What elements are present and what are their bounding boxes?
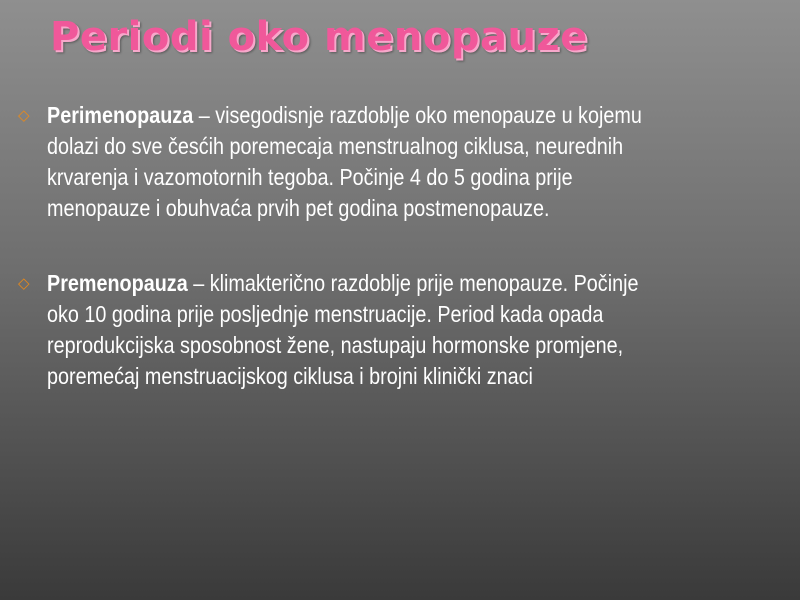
diamond-bullet-icon: ◇ <box>18 106 30 124</box>
diamond-bullet-icon: ◇ <box>18 274 30 292</box>
slide-content <box>18 100 778 392</box>
bullet-text <box>47 100 676 224</box>
bullet-text <box>47 268 676 392</box>
bullet-description: – klimakterično razdoblje prije menopauze. Počinje oko 10 godina prije posljednje menstruacije. Period kada opada reprodukcijska sposobnost žene, nastupaju hormonske promjene, poremećaj menstruacijskog ciklusa i brojni klinički znaci <box>47 270 639 389</box>
bullet-term: Perimenopauza <box>47 102 194 128</box>
slide-title: Periodi oko menopauze <box>50 14 588 60</box>
bullet-item-premenopauza <box>18 268 778 392</box>
bullet-description: – visegodisnje razdoblje oko menopauze u kojemu dolazi do sve česćih poremecaja menstrualnog ciklusa, neurednih krvarenja i vazomotornih tegoba. Počinje 4 do 5 godina prije menopauze i obuhvaća prvih pet godina postmenopauze. <box>47 102 642 221</box>
bullet-item-perimenopauza <box>18 100 778 224</box>
bullet-term: Premenopauza <box>47 270 188 296</box>
